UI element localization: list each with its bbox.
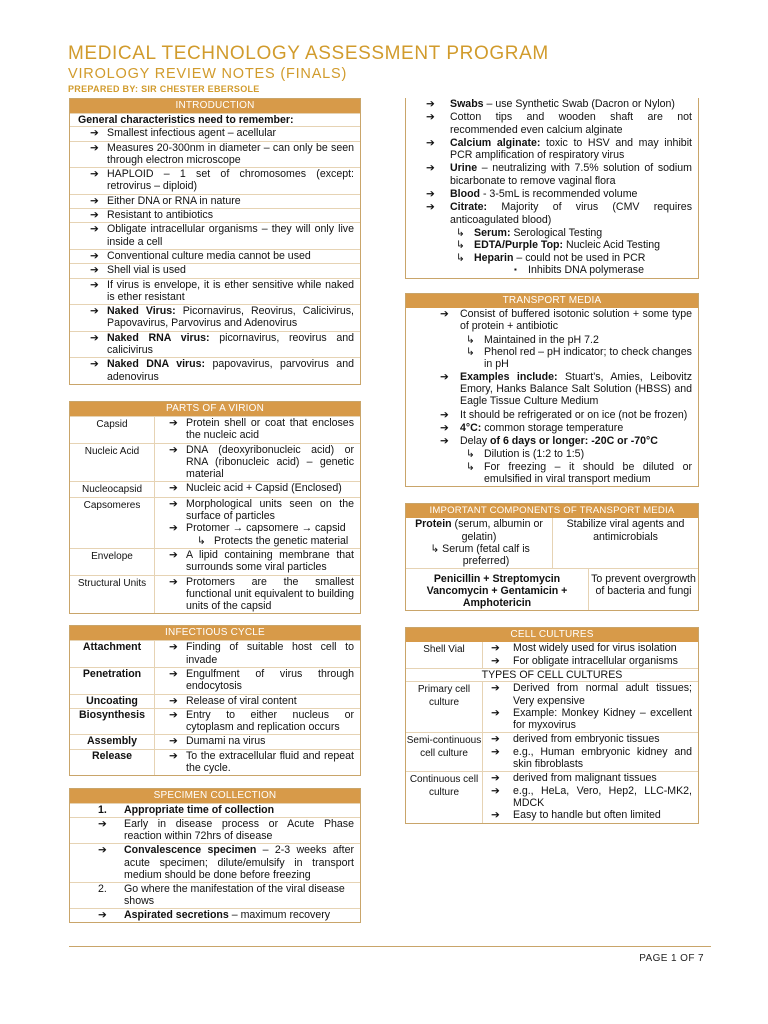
arrow-icon: ➔ [169,548,178,561]
arrow-icon: ➔ [426,98,435,110]
list-item: ↳ For freezing – it should be diluted or emulsified in viral transport medium [466,460,692,486]
arrow-icon: ➔ [491,772,500,785]
list-item: ➔ Swabs – use Synthetic Swab (Dacron or Nylon) [426,98,675,110]
list-item: ↳ Heparin – could not be used in PCR [456,251,646,264]
arrow-icon: ➔ [90,331,99,344]
list-item: ➔ Shell vial is used [70,263,360,277]
list-item: ➔ Urine – neutralizing with 7.5% solution of sodium bicarbonate to remove vaginal flora [426,162,692,187]
table-row: Shell Vial ➔ Most widely used for virus isolation ➔ For obligate intracellular organisms [406,642,698,668]
sub-arrow-icon: ↳ [466,448,475,461]
arrow-icon: ➔ [169,522,178,535]
arrow-icon: ➔ [169,735,178,748]
arrow-icon: ➔ [440,308,449,321]
list-item: ➔ Examples include: Stuart's, Amies, Leibovitz Emory, Hanks Balance Salt Solution (HBSS) and Eagle Tissue Culture Medium [440,370,692,408]
sub-arrow-icon: ↳ [197,534,206,547]
section-header-cycle: INFECTIOUS CYCLE [70,626,360,640]
arrow-icon: ➔ [98,908,107,921]
arrow-icon: ➔ [426,188,435,201]
arrow-icon: ➔ [98,817,107,830]
table-row: Nucleocapsid ➔ Nucleic acid + Capsid (Enclosed) [70,481,360,496]
arrow-icon: ➔ [169,667,178,680]
sub-arrow-icon: ↳ [466,346,475,359]
table-row: Penetration ➔ Engulfment of virus through endocytosis [70,667,360,694]
table-row: Primary cell culture ➔ Derived from normal adult tissues; Very expensive ➔ Example: Monkey Kidney – excellent for myxovirus [406,681,698,732]
table-row: Uncoating ➔ Release of viral content [70,694,360,708]
list-item: ➔ Naked RNA virus: picornavirus, reovirus and calicivirus [70,331,360,358]
arrow-icon: ➔ [169,497,178,510]
list-item: ➔ Delay of 6 days or longer: -20C or -70°C [440,435,658,448]
section-header-virion: PARTS OF A VIRION [70,402,360,416]
list-item: ➔ Naked DNA virus: papovavirus, parvovirus and adenovirus [70,357,360,384]
arrow-icon: ➔ [491,809,500,822]
list-item: ➔ Consist of buffered isotonic solution + some type of protein + antibiotic [440,308,692,333]
list-item: 1. Appropriate time of collection [70,803,360,816]
table-row: Release ➔ To the extracellular fluid and repeat the cycle. [70,749,360,776]
list-item: ➔ HAPLOID – 1 set of chromosomes (except: retrovirus – diploid) [70,167,360,194]
list-item: ↳ Serum: Serological Testing [456,226,603,239]
footer-divider [69,946,711,947]
arrow-icon: ➔ [491,733,500,746]
right-column [405,98,699,824]
list-item: ➔ If virus is envelope, it is ether sensitive while naked is ether resistant [70,278,360,305]
list-item: ➔ Calcium alginate: toxic to HSV and may inhibit PCR amplification of respiratory virus [426,136,692,162]
list-item: ↳ EDTA/Purple Top: Nucleic Acid Testing [456,239,661,252]
introduction-section [69,98,361,385]
arrow-icon: ➔ [90,358,99,371]
arrow-icon: ➔ [169,443,178,456]
arrow-icon: ➔ [90,194,99,207]
transport-components-section [405,503,699,611]
section-header-introduction: INTRODUCTION [70,99,360,113]
virion-section [69,401,361,614]
arrow-icon: ➔ [426,136,435,149]
arrow-icon: ➔ [90,223,99,236]
arrow-icon: ➔ [426,201,435,214]
table-row: Penicillin + Streptomycin Vancomycin + Gentamicin + Amphotericin To prevent overgrowth of bacteria and fungi [406,568,698,611]
arrow-icon: ➔ [169,575,178,588]
section-header-specimen: SPECIMEN COLLECTION [70,789,360,803]
list-item: ↳ Dilution is (1:2 to 1:5) [466,448,585,461]
list-item: ➔ Conventional culture media cannot be used [70,249,360,263]
list-item: ↳ Phenol red – pH indicator; to check changes in pH [466,346,692,371]
arrow-icon: ➔ [90,168,99,181]
arrow-icon: ➔ [169,641,178,654]
arrow-icon: ➔ [169,482,178,495]
section-header-components: IMPORTANT COMPONENTS OF TRANSPORT MEDIA [406,504,698,518]
specimen-collection-section [69,788,361,923]
arrow-icon: ➔ [491,784,500,797]
transport-media-section [405,293,699,487]
list-item: ➔ Blood - 3-5mL is recommended volume [426,188,638,201]
list-item: ➔ Aspirated secretions – maximum recovery [70,908,360,922]
sub-arrow-icon: ↳ [466,333,475,346]
arrow-icon: ➔ [90,249,99,262]
list-item: 2. Go where the manifestation of the viral disease shows [70,882,360,908]
list-item: ➔ Cotton tips and wooden shaft are not recommended even calcium alginate [426,111,692,136]
table-row: TYPES OF CELL CULTURES [406,668,698,681]
table-row: Assembly ➔ Dumami na virus [70,734,360,748]
table-row: Envelope ➔ A lipid containing membrane that surrounds some viral particles [70,548,360,575]
sub-arrow-icon: ↳ [456,226,465,239]
list-item: ➔ Citrate: Majority of virus (CMV requires anticoagulated blood) [426,201,692,226]
arrow-icon: ➔ [491,706,500,719]
list-item: ➔ It should be refrigerated or on ice (not be frozen) [440,408,688,421]
table-row: Nucleic Acid ➔ DNA (deoxyribonucleic acid) or RNA (ribonucleic acid) – genetic material [70,443,360,482]
sub-arrow-icon: ↳ [430,542,440,555]
arrow-icon: ➔ [90,209,99,222]
table-row: Biosynthesis ➔ Entry to either nucleus or cytoplasm and replication occurs [70,708,360,735]
sub-arrow-icon: ↳ [466,460,475,473]
intro-subheading-row: General characteristics need to remember: [70,113,360,126]
arrow-icon: ➔ [491,642,500,655]
list-item: ➔ Early in disease process or Acute Phase reaction within 72hrs of disease [70,817,360,844]
specimen-continued-section [405,98,699,279]
table-row: Capsomeres ➔ Morphological units seen on the surface of particles ➔ Protomer → capsomere → capsid ↳ Protects the genetic material [70,497,360,548]
table-row: Semi-continuous cell culture ➔ derived from embryonic tissues ➔ e.g., Human embryonic kidney and skin fibroblasts [406,732,698,771]
list-item: ➔ Convalescence specimen – 2-3 weeks after acute specimen; dilute/emulsify in transport medium should be done before freezing [70,843,360,882]
infectious-cycle-section [69,625,361,776]
section-header-transport: TRANSPORT MEDIA [406,294,698,308]
table-row: Protein (serum, albumin or gelatin) ↳ Serum (fetal calf is preferred) Stabilize viral agents and antimicrobials [406,518,698,567]
arrow-icon: ➔ [90,264,99,277]
arrow-icon: ➔ [440,370,449,383]
arrow-icon: ➔ [440,408,449,421]
list-item: ➔ Resistant to antibiotics [70,208,360,222]
table-row: Capsid ➔ Protein shell or coat that encloses the nucleic acid [70,416,360,443]
arrow-icon: ➔ [90,305,99,318]
small-arrow-icon: → [301,522,313,535]
list-item: ➔ Obligate intracellular organisms – they will only live inside a cell [70,222,360,249]
section-header-cultures: CELL CULTURES [406,628,698,642]
list-item: ➔ Naked Virus: Picornavirus, Reovirus, Calicivirus, Papovavirus, Parvovirus and Adenovirus [70,304,360,331]
arrow-icon: ➔ [426,162,435,175]
table-row: Continuous cell culture ➔ derived from malignant tissues ➔ e.g., HeLa, Vero, Hep2, LLC-MK2, MDCK ➔ Easy to handle but often limited [406,771,698,822]
cell-cultures-section [405,627,699,823]
left-column [69,98,361,923]
page-number: PAGE 1 OF 7 [639,953,704,964]
list-item: ➔ Measures 20-300nm in diameter – can only be seen through electron microscope [70,141,360,168]
sub-arrow-icon: ↳ [456,239,465,252]
arrow-icon: ➔ [90,141,99,154]
bullet-icon: ▪ [514,264,517,274]
list-item: ▪ Inhibits DNA polymerase [514,263,644,276]
small-arrow-icon: → [232,522,244,535]
arrow-icon: ➔ [98,844,107,857]
list-item: ↳ Maintained in the pH 7.2 [466,333,599,346]
arrow-icon: ➔ [90,127,99,140]
document-author: PREPARED BY: SIR CHESTER EBERSOLE [68,84,260,94]
arrow-icon: ➔ [169,694,178,707]
arrow-icon: ➔ [491,745,500,758]
sub-arrow-icon: ↳ [456,251,465,264]
list-item: ➔ Smallest infectious agent – acellular [70,126,360,140]
table-row: Attachment ➔ Finding of suitable host cell to invade [70,640,360,667]
list-item: ➔ Either DNA or RNA in nature [70,194,360,208]
arrow-icon: ➔ [440,435,449,448]
arrow-icon: ➔ [169,749,178,762]
document-subtitle: VIROLOGY REVIEW NOTES (FINALS) [68,66,348,82]
table-row: Structural Units ➔ Protomers are the smallest functional unit equivalent to building units of the capsid [70,575,360,614]
list-item: ➔ 4°C: common storage temperature [440,421,624,434]
arrow-icon: ➔ [491,654,500,667]
arrow-icon: ➔ [491,682,500,695]
arrow-icon: ➔ [169,416,178,429]
document-title: MEDICAL TECHNOLOGY ASSESSMENT PROGRAM [68,43,549,64]
arrow-icon: ➔ [90,278,99,291]
arrow-icon: ➔ [440,421,449,434]
arrow-icon: ➔ [426,111,435,124]
arrow-icon: ➔ [169,708,178,721]
